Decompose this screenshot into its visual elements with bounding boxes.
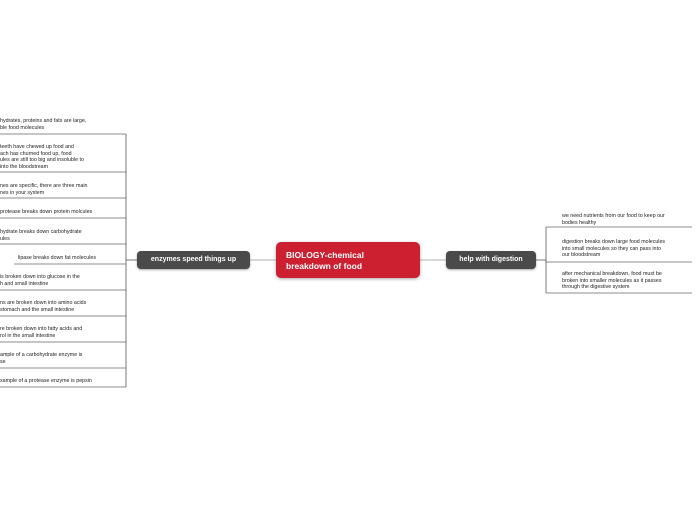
- left-leaf[interactable]: [0, 209, 92, 216]
- leaf-text: ules are still too big and insoluble to: [0, 157, 84, 163]
- leaf-text: ach has churned food up, food: [0, 150, 72, 157]
- left-leaf[interactable]: [18, 255, 96, 262]
- leaf-text: broken into smaller molecules as it passes: [562, 277, 662, 284]
- leaf-text: xample of a protease enzyme is pepsin: [0, 378, 92, 384]
- left-leaf[interactable]: [0, 378, 92, 385]
- leaf-text: digestion breaks down large food molecules: [562, 239, 666, 245]
- leaf-text: into small molecules so they can pass into: [562, 245, 661, 252]
- central-title-line2: breakdown of food: [286, 260, 363, 271]
- leaf-text: ules: [0, 235, 10, 242]
- left-leaf[interactable]: [0, 274, 80, 287]
- leaf-text: bodies healthy: [562, 219, 597, 226]
- leaf-text: after mechanical breakdown, food must be: [562, 271, 662, 277]
- left-leaf[interactable]: [0, 144, 84, 170]
- central-topic[interactable]: [276, 242, 420, 278]
- leaf-text: protease breaks down protein molcules: [0, 209, 93, 215]
- leaf-text: ns are broken down into amino acids: [0, 300, 87, 306]
- leaf-text: our bloodstream: [562, 252, 601, 258]
- leaf-text: we need nutrients from our food to keep our: [562, 213, 665, 219]
- leaf-text: through the digestive system: [562, 284, 630, 290]
- leaf-text: se: [0, 358, 6, 365]
- left-leaf[interactable]: [0, 300, 86, 313]
- right-leaf[interactable]: [562, 213, 665, 226]
- leaf-text: nes are specific, there are three main: [0, 183, 88, 189]
- leaf-text: h and small intestine: [0, 280, 49, 287]
- leaf-text: lipase breaks down fat molecules: [18, 255, 97, 261]
- left-leaf[interactable]: [0, 118, 86, 131]
- leaf-text: hydrate breaks down carbohydrate: [0, 229, 82, 235]
- leaf-text: is broken down into glucose in the: [0, 274, 80, 280]
- left-leaf[interactable]: [0, 352, 82, 365]
- branch-enzymes[interactable]: [137, 251, 250, 269]
- leaf-text: hydrates, proteins and fats are large,: [0, 118, 87, 124]
- left-leaf[interactable]: [0, 326, 82, 339]
- branch-label: help with digestion: [459, 256, 523, 263]
- leaf-text: re broken down into fatty acids and: [0, 326, 83, 332]
- leaf-text: ble food molecules: [0, 124, 45, 131]
- left-leaf[interactable]: [0, 229, 82, 242]
- leaf-text: stomach and the small intestine: [0, 306, 75, 313]
- right-leaf[interactable]: [562, 271, 662, 291]
- leaf-text: ample of a carbohydrate enzyme is: [0, 352, 83, 358]
- leaf-text: nes in your system: [0, 189, 45, 196]
- branch-label: enzymes speed things up: [150, 256, 237, 263]
- left-leaf[interactable]: [0, 183, 87, 196]
- central-title-line1: BIOLOGY-chemical: [286, 250, 364, 260]
- leaf-text: teeth have chewed up food and: [0, 144, 74, 150]
- leaf-text: rol in the small intestine: [0, 332, 56, 339]
- right-leaf[interactable]: [562, 239, 665, 259]
- branch-help-digestion[interactable]: [446, 251, 536, 269]
- leaf-text: into the bloodstream: [0, 163, 48, 170]
